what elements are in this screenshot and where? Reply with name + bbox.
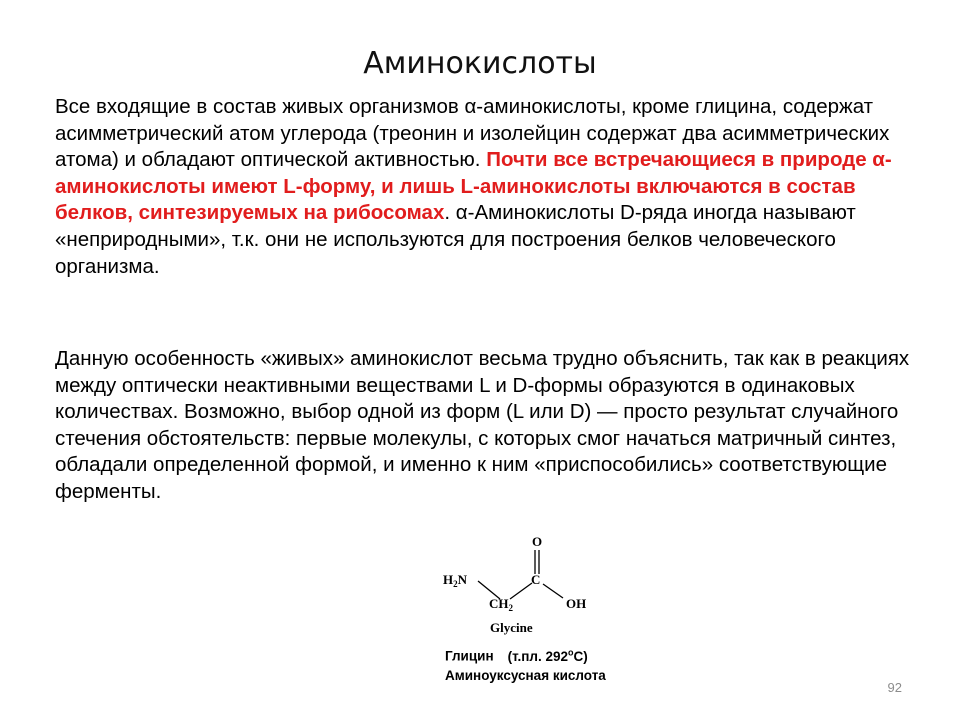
paragraph1-highlight: Почти все встречающиеся в природе α-аминокислоты имеют L-форму, и лишь L-аминокислоты включаются в состав белков, синтезируемых на рибосомах	[55, 148, 892, 225]
bond-ch2-c	[510, 583, 532, 599]
bond-c-oh	[543, 584, 563, 598]
methylene-group: $CH_2$	[489, 596, 513, 613]
amino-group: $H_2N$	[443, 572, 468, 589]
paragraph-optical-activity	[55, 94, 910, 280]
paragraph1-text-end: . α-Аминокислоты D-ряда иногда называют «неприродными», т.к. они не используются для построения белков человеческого организма.	[55, 201, 856, 278]
hydroxyl-group: OH	[566, 596, 587, 611]
oxygen-atom: O	[532, 534, 543, 549]
glycine-caption	[445, 643, 606, 685]
structure-label: Glycine	[490, 620, 533, 635]
caption-trivial-name: Аминоуксусная кислота	[445, 667, 606, 683]
caption-line-1	[445, 643, 606, 666]
carboxyl-carbon: C	[531, 572, 541, 587]
page-number: 92	[887, 680, 902, 695]
paragraph-explanation: Данную особенность «живых» аминокислот весьма трудно объяснить, так как в реакциях между оптически неактивными веществами L и D-формы образуются в одинаковых количествах. Возможно, выбор одной из форм (L или D) — просто результат случайного стечения обстоятельств: первые молекулы, с которых смог начаться матричный синтез, обладали определенной формой, и именно к ним «приспособились» соответствующие ферменты.	[55, 347, 910, 503]
caption-degree: o	[568, 647, 574, 657]
caption-melting-point: (т.пл. 292$^o$С)	[507, 647, 588, 664]
slide-title: Аминокислоты	[363, 46, 597, 81]
caption-name: Глицин	[445, 648, 494, 664]
paragraph1-text-start: Все входящие в состав живых организмов α-аминокислоты, кроме глицина, содержат асимметрический атом углерода (треонин и изолейцин содержат два асимметрических атома) и обладают оптической активностью.	[55, 95, 890, 172]
glycine-structure-diagram	[430, 528, 630, 648]
